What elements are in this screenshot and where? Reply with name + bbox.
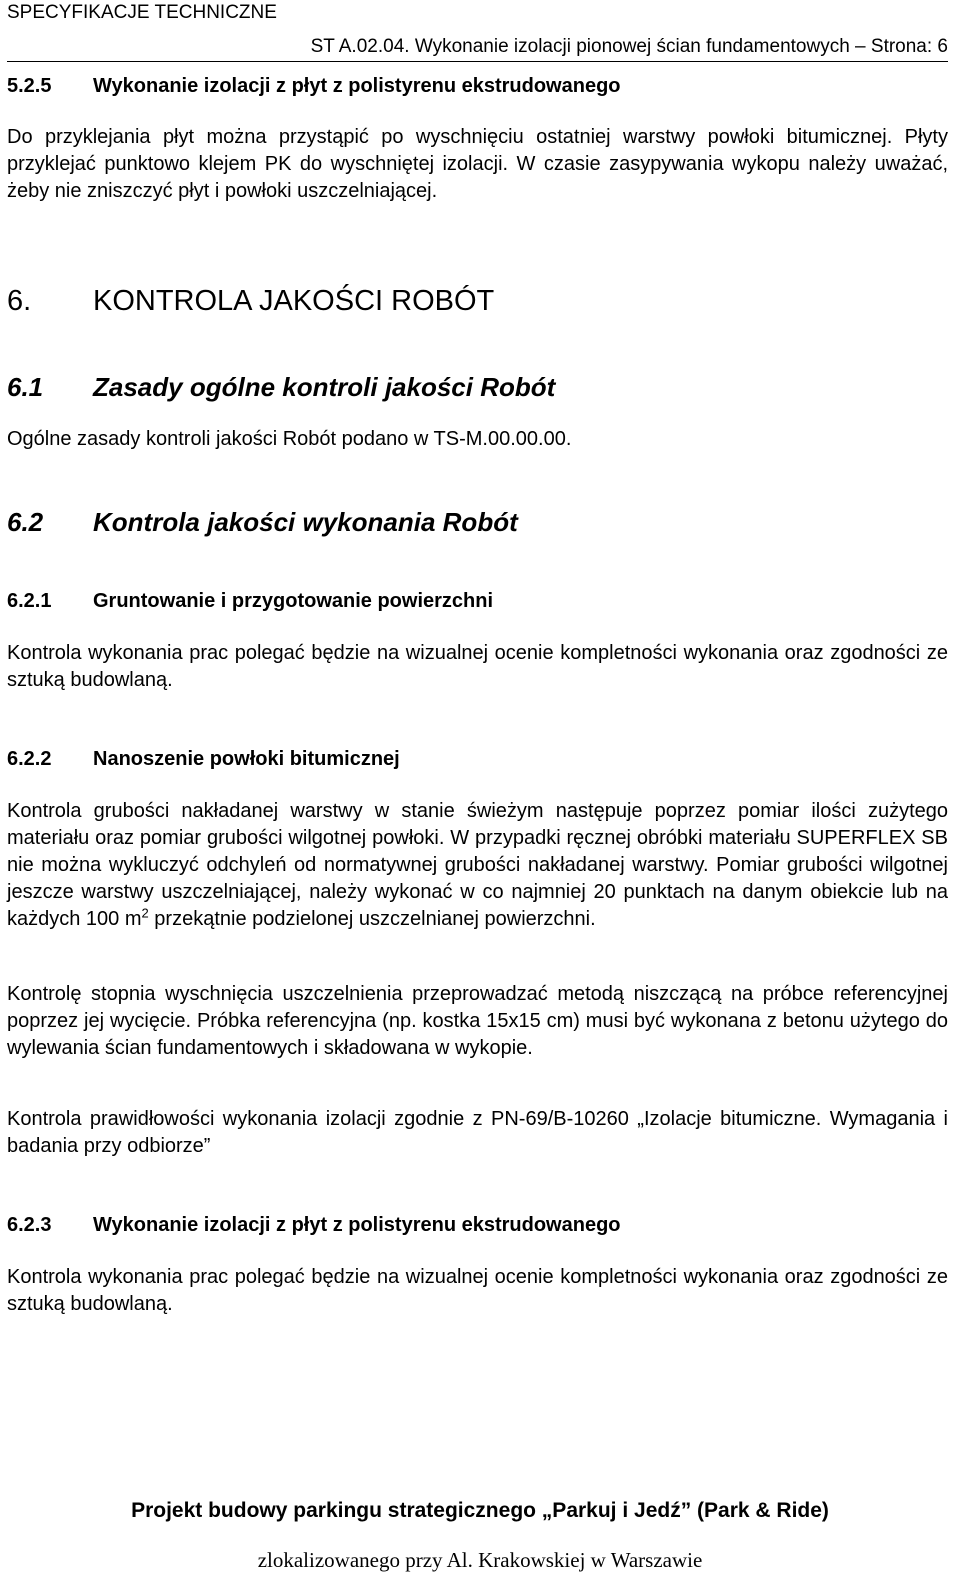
header-rule [7, 61, 948, 62]
heading-text: Wykonanie izolacji z płyt z polistyrenu ekstrudowanego [93, 1214, 621, 1236]
heading-number: 6.2.1 [7, 590, 52, 612]
paragraph-text: przekątnie podzielonej uszczelnianej powierzchni. [148, 908, 596, 930]
document-header-subtitle: ST A.02.04. Wykonanie izolacji pionowej ścian fundamentowych – Strona: 6 [310, 36, 948, 57]
heading-number: 6.2.2 [7, 748, 52, 770]
paragraph-6-2-3: Kontrola wykonania prac polegać będzie na wizualnej ocenie kompletności wykonania oraz zgodności ze sztuką budowlaną. [7, 1266, 948, 1315]
paragraph-6-2-2-measurement [7, 798, 948, 933]
heading-text: KONTROLA JAKOŚCI ROBÓT [93, 285, 495, 317]
paragraph-5-2-5: Do przyklejania płyt można przystąpić po wyschnięciu ostatniej warstwy powłoki bitumicznej. Płyty przyklejać punktowo klejem PK do wyschniętej izolacji. W czasie zasypywania wykopu należy uważać, żeby nie zniszczyć płyt i powłoki uszczelniającej. [7, 126, 948, 202]
paragraph-6-2-2-standard: Kontrola prawidłowości wykonania izolacji zgodnie z PN-69/B-10260 „Izolacje bitumiczne. Wymagania i badania przy odbiorze” [7, 1108, 948, 1157]
superscript: 2 [141, 905, 149, 921]
heading-number: 6.2.3 [7, 1214, 52, 1236]
paragraph-text: Kontrola grubości nakładanej warstwy w stanie świeżym następuje poprzez pomiar ilości zużytego materiału oraz pomiar grubości wilgotnej powłoki. W przypadki ręcznej obróbki materiału SUPERFLEX SB nie można wykluczyć odchyleń od normatywnej grubości nakładanej warstwy. Pomiar grubości wilgotnej jeszcze warstwy uszczelniającej, należy wykonać w co najmniej 20 punktach na danym obiekcie lub na każdych 100 m [7, 800, 948, 930]
heading-text: Zasady ogólne kontroli jakości Robót [93, 372, 556, 402]
heading-6 [7, 283, 948, 319]
heading-text: Gruntowanie i przygotowanie powierzchni [93, 590, 494, 612]
heading-6-2-2 [7, 746, 948, 772]
paragraph-6-2-2-drying: Kontrolę stopnia wyschnięcia uszczelnienia przeprowadzać metodą niszczącą na próbce referencyjnej poprzez jej wycięcie. Próbka referencyjna (np. kostka 15x15 cm) musi być wykonana z betonu użytego do wylewania ścian fundamentowych i składowana w wykopie. [7, 983, 948, 1059]
heading-number: 6.2 [7, 507, 44, 537]
heading-number: 6. [7, 285, 32, 317]
paragraph-6-2-1: Kontrola wykonania prac polegać będzie na wizualnej ocenie kompletności wykonania oraz zgodności ze sztuką budowlaną. [7, 642, 948, 691]
heading-text: Kontrola jakości wykonania Robót [93, 507, 518, 537]
heading-6-1 [7, 371, 948, 403]
heading-6-2-3 [7, 1212, 948, 1238]
heading-6-2 [7, 506, 948, 538]
paragraph-6-1: Ogólne zasady kontroli jakości Robót podano w TS-M.00.00.00. [7, 428, 572, 450]
document-header-title: SPECYFIKACJE TECHNICZNE [7, 2, 277, 23]
heading-6-2-1 [7, 588, 948, 614]
footer-location: zlokalizowanego przy Al. Krakowskiej w Warszawie [257, 1548, 703, 1572]
heading-5-2-5 [7, 73, 948, 99]
heading-text: Nanoszenie powłoki bitumicznej [93, 748, 400, 770]
footer-project-title: Projekt budowy parkingu strategicznego „Parkuj i Jedź” (Park & Ride) [131, 1499, 829, 1522]
heading-text: Wykonanie izolacji z płyt z polistyrenu ekstrudowanego [93, 75, 621, 97]
heading-number: 6.1 [7, 372, 44, 402]
heading-number: 5.2.5 [7, 75, 52, 97]
